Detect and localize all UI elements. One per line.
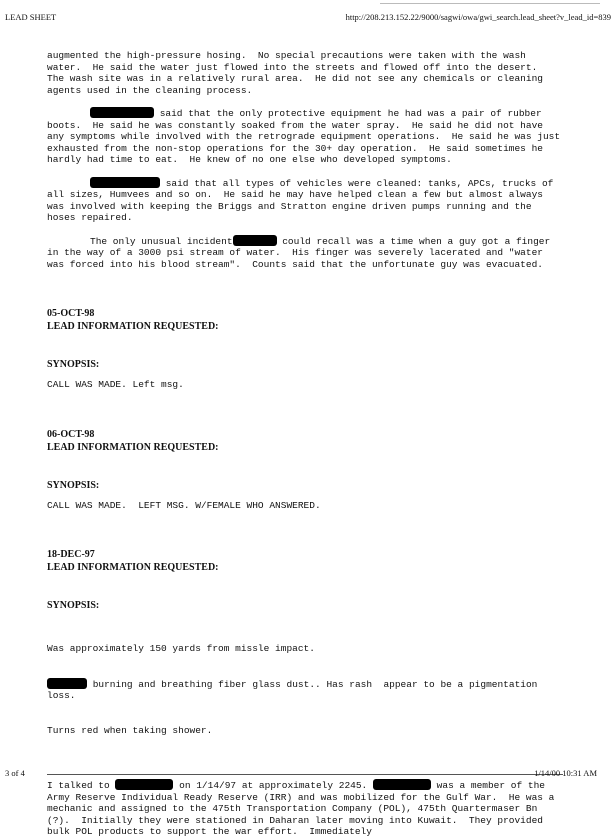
lead-info-label: LEAD INFORMATION REQUESTED: xyxy=(47,441,219,453)
paragraph-3-text: said that all types of vehicles were cleaned: tanks, APCs, trucks of all sizes, Humvees and so on. He said he may have helped clean a few but almost always was involved with keeping the Briggs and Stratton engine driven pumps running and the hoses repaired. xyxy=(47,177,560,223)
synopsis-line: Was approximately 150 yards from missle impact. xyxy=(47,643,315,654)
paragraph-1: augmented the high-pressure hosing. No special precautions were taken with the wash water. He said the water just flowed into the streets and flowed off into the desert. The wash site was in a relatively rural area. He did not see any chemicals or cleaning agents used in the cleaning process. xyxy=(47,50,549,96)
lead-info-label: LEAD INFORMATION REQUESTED: xyxy=(47,321,219,332)
header-title: LEAD SHEET xyxy=(5,12,57,22)
synopsis-line: burning and breathing fiber glass dust.. Has rash appear to be a pigmentation loss. xyxy=(47,678,544,701)
paragraph-2 xyxy=(47,107,566,166)
entry-date: 05-OCT-98 xyxy=(47,308,95,319)
synopsis-text: CALL WAS MADE. Left msg. xyxy=(47,379,184,390)
header-url: http://208.213.152.22/9000/sagwi/owa/gwi_search.lead_sheet?v_lead_id=839 xyxy=(345,12,611,22)
lead-entry xyxy=(47,428,563,512)
synopsis-label: SYNOPSIS: xyxy=(47,359,100,370)
redaction-block xyxy=(90,177,160,188)
entry-date: 06-OCT-98 xyxy=(47,428,95,440)
synopsis-text: CALL WAS MADE. LEFT MSG. W/FEMALE WHO ANSWERED. xyxy=(47,499,321,511)
lead-entry xyxy=(47,548,563,759)
paragraph-2-text: said that the only protective equipment he had was a pair of rubber boots. He said he was constantly soaked from the water spray. He said he did not have any symptoms while involved with the retrograde equipment operations. He said he was just exhausted from the non-stop operations for the 30+ day operation. He said sometimes he hardly had time to eat. He knew of no one else who developed symptoms. xyxy=(47,108,566,165)
redaction-block xyxy=(47,678,87,689)
paragraph-3 xyxy=(47,177,563,224)
lead-entry xyxy=(47,307,563,391)
print-timestamp: 1/14/00 10:31 AM xyxy=(534,768,597,778)
entry-date: 18-DEC-97 xyxy=(47,549,95,560)
redaction-block xyxy=(115,779,173,790)
section-divider xyxy=(47,774,563,775)
synopsis-label: SYNOPSIS: xyxy=(47,479,100,491)
paragraph-4 xyxy=(47,235,563,271)
top-divider xyxy=(380,3,600,4)
paragraph-4-text-a: The only unusual incident xyxy=(90,235,233,247)
paragraph-4-text-b: could recall was a time when a guy got a finger in the way of a 3000 psi stream of water. His finger was severely lacerated and "water was forced into his blood stream". Counts said that the unfortunate guy was evacuated. xyxy=(47,235,556,270)
redaction-block xyxy=(373,779,431,790)
redaction-block xyxy=(90,107,154,118)
lead-info-label: LEAD INFORMATION REQUESTED: xyxy=(47,562,219,573)
synopsis-line: Turns red when taking shower. xyxy=(47,724,213,736)
final-paragraph: I talked to on 1/14/97 at approximately 2245. was a member of the Army Reserve Individual Ready Reserve (IRR) and was mobilized for the Gulf War. He was a mechanic and assigned to the 475th Transportation Company (POL), 475th Quartermaser Bn (?). Initially they were stationed in Daharan later moving into Kuwait. They provided bulk POL products to support the war effort. Immediately xyxy=(47,780,561,837)
synopsis-text xyxy=(47,620,563,759)
redaction-block xyxy=(233,235,277,246)
page-number: 3 of 4 xyxy=(5,768,25,778)
synopsis-label: SYNOPSIS: xyxy=(47,600,100,611)
